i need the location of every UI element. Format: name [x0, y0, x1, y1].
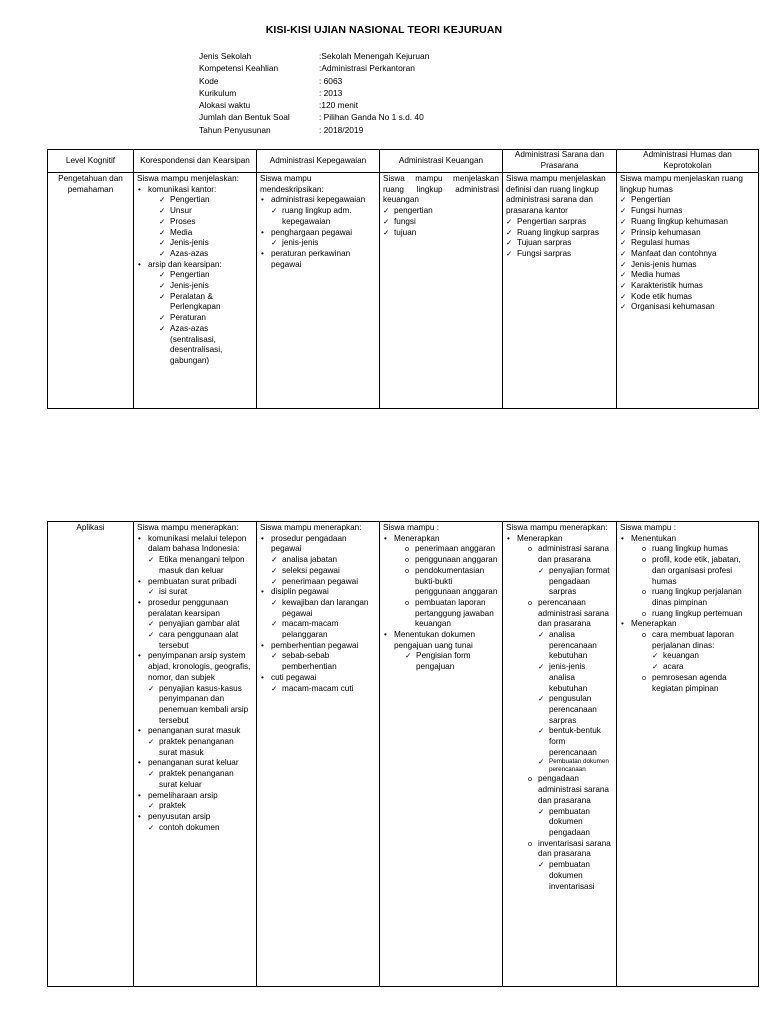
list-item	[620, 534, 755, 620]
meta-row	[199, 111, 429, 123]
header-row	[48, 150, 759, 173]
check-item: ✓ praktek penanganan surat masuk	[148, 737, 253, 758]
check-item: ✓ Pengisian form pengajuan	[405, 651, 499, 672]
check-item: ✓ analisa perencanaan kebutuhan	[538, 630, 613, 662]
bullet-text: penanganan surat masuk	[148, 726, 241, 736]
check-item: ✓ pengusulan perencanaan sarpras	[538, 694, 613, 726]
check-item: ✓ Kode etik humas	[620, 292, 755, 303]
sub-item: o ruang lingkup perjalanan dinas pimpinan	[642, 587, 755, 608]
check-item: ✓ Peralatan & Perlengkapan	[159, 292, 253, 313]
grid-table-knowledge	[47, 149, 759, 409]
cell-kepegawaian	[257, 522, 380, 987]
list-item	[137, 651, 253, 726]
meta-value: :120 menit	[319, 100, 359, 111]
meta-row	[199, 62, 429, 74]
list-item	[137, 598, 253, 652]
list-item	[137, 726, 253, 758]
bullet-text: pembuatan surat pribadi	[148, 576, 237, 586]
list-item	[528, 544, 613, 598]
list-item	[260, 641, 376, 673]
check-item: ✓ Unsur	[159, 206, 253, 217]
meta-key: Alokasi waktu	[199, 100, 251, 111]
cell-keuangan	[380, 173, 503, 409]
list-item	[260, 228, 376, 249]
table-row	[48, 173, 759, 409]
bullet-text: penanganan surat keluar	[148, 758, 239, 768]
check-item: ✓ Prinsip kehumasan	[620, 228, 755, 239]
check-item: ✓ Fungsi sarpras	[506, 249, 613, 260]
bullet-text: arsip dan kearsipan:	[148, 259, 222, 269]
check-item: ✓ Peraturan	[159, 313, 253, 324]
bullet-text: Menentukan dokumen pengajuan uang tunai	[394, 630, 476, 650]
meta-value: : 2013	[319, 87, 343, 98]
bullet-text: Menerapkan	[631, 619, 677, 629]
check-item: ✓ keuangan	[652, 651, 755, 662]
list-item	[260, 195, 376, 227]
check-item: ✓ Fungsi humas	[620, 206, 755, 217]
cell-intro: Siswa mampu menjelaskan ruang lingkup administrasi keuangan	[383, 174, 499, 205]
bullet-text: peraturan perkawinan pegawai	[271, 248, 351, 269]
list-item	[506, 534, 613, 893]
header-level: Level Kognitif	[48, 150, 134, 173]
meta-key: Kurikulum	[199, 87, 237, 98]
list-item	[137, 260, 253, 367]
list-item	[260, 587, 376, 641]
bullet-text: prosedur penggunaan peralatan kearsipan	[148, 597, 229, 618]
check-item: ✓ penerimaan pegawai	[271, 577, 376, 588]
check-item: ✓ Jenis-jenis humas	[620, 260, 755, 271]
list-item	[528, 598, 613, 775]
check-item: ✓ Manfaat dan contohnya	[620, 249, 755, 260]
check-item: ✓ tujuan	[383, 228, 499, 239]
meta-row	[199, 99, 429, 111]
bullet-text: Menentukan	[631, 533, 677, 543]
check-item: ✓ penyajian gambar alat	[148, 619, 253, 630]
bullet-text: administrasi kepegawaian	[271, 195, 366, 205]
bullet-text: penyusutan arsip	[148, 811, 211, 821]
list-item	[260, 534, 376, 588]
sub-text: pemrosesan agenda kegiatan pimpinan	[652, 672, 727, 693]
list-item	[620, 619, 755, 694]
meta-value: : 2018/2019	[319, 124, 364, 135]
bullet-text: cuti pegawai	[271, 672, 317, 682]
bullet-text: pemberhentian pegawai	[271, 640, 359, 650]
header-korespondensi: Korespondensi dan Kearsipan	[134, 150, 257, 173]
check-item: ✓ cara penggunaan alat tersebut	[148, 630, 253, 651]
table-row	[48, 522, 759, 987]
check-item: ✓ bentuk-bentuk form perencanaan	[538, 726, 613, 758]
cell-intro: Siswa mampu menerapkan:	[260, 523, 362, 532]
list-item	[528, 839, 613, 893]
list-item	[137, 534, 253, 577]
sub-item: o pembuatan laporan pertanggung jawaban keuangan	[405, 598, 499, 630]
check-item: ✓ pembuatan dokumen pengadaan	[538, 807, 613, 839]
check-item: ✓ Proses	[159, 217, 253, 228]
bullet-text: komunikasi melalui telepon dalam bahasa Indonesia:	[148, 533, 247, 554]
meta-row	[199, 50, 429, 62]
check-item: ✓ Ruang lingkup sarpras	[506, 228, 613, 239]
check-item: ✓ Pengertian	[620, 195, 755, 206]
meta-value: : Pilihan Ganda No 1 s.d. 40	[319, 112, 424, 123]
cell-humas	[617, 173, 759, 409]
meta-row	[199, 75, 429, 87]
check-item: ✓ Organisasi kehumasan	[620, 302, 755, 313]
cell-intro: Siswa mampu :	[620, 523, 676, 532]
list-item	[137, 577, 253, 598]
list-item	[137, 758, 253, 790]
header-keuangan: Administrasi Keuangan	[380, 150, 503, 173]
list-item	[383, 630, 499, 673]
check-item: ✓ ruang lingkup adm. kepegawaian	[271, 206, 376, 227]
cell-intro: Siswa mampu menerapkan:	[506, 523, 608, 532]
cell-intro: Siswa mampu menjelaskan ruang lingkup humas	[620, 174, 743, 194]
check-item: ✓ macam-macam cuti	[271, 684, 376, 695]
bullet-text: komunikasi kantor:	[148, 184, 217, 194]
cell-intro: Siswa mampu menjelaskan definisi dan ruang lingkup administrasi sarana dan prasarana kantor	[506, 174, 606, 216]
check-item: ✓ macam-macam pelanggaran	[271, 619, 376, 640]
check-item: ✓ Azas-azas	[159, 249, 253, 260]
sub-text: inventarisasi sarana dan prasarana	[538, 838, 611, 859]
bullet-text: disiplin pegawai	[271, 587, 329, 597]
list-item	[137, 185, 253, 260]
sub-text: perencanaan administrasi sarana dan prasarana	[538, 597, 609, 629]
check-item: ✓ Regulasi humas	[620, 238, 755, 249]
meta-key: Kompetensi Keahlian	[199, 63, 279, 74]
grid-table-application	[47, 521, 759, 987]
meta-value: :Sekolah Menengah Kejuruan	[319, 51, 430, 61]
check-item: ✓ Jenis-jenis	[159, 281, 253, 292]
meta-row	[199, 87, 429, 99]
bullet-text: penyimpanan arsip system abjad, kronologis, geografis, nomor, dan subjek	[148, 651, 251, 682]
cell-korespondensi	[134, 173, 257, 409]
list-item	[383, 534, 499, 630]
meta-value: : 6063	[319, 75, 343, 86]
list-item	[642, 673, 755, 694]
check-item: ✓ Tujuan sarpras	[506, 238, 613, 249]
bullet-text: prosedur pengadaan pegawai	[271, 533, 347, 554]
sub-text: cara membuat laporan perjalanan dinas:	[652, 630, 734, 650]
cell-intro: Siswa mampu menerapkan:	[137, 523, 239, 532]
check-item: ✓ Ruang lingkup kehumasan	[620, 217, 755, 228]
check-item: ✓ Pengertian sarpras	[506, 217, 613, 228]
meta-key: Kode	[199, 75, 219, 86]
document-title: KISI-KISI UJIAN NASIONAL TEORI KEJURUAN	[265, 24, 503, 36]
sub-item: o pendokumentasian bukti-bukti penggunaan anggaran	[405, 566, 499, 598]
check-item: ✓ jenis-jenis analisa kebutuhan	[538, 662, 613, 694]
check-item: ✓ jenis-jenis	[271, 238, 376, 249]
check-item: ✓ Karakteristik humas	[620, 281, 755, 292]
check-item: ✓ praktek	[148, 801, 253, 812]
check-item: ✓ seleksi pegawai	[271, 566, 376, 577]
check-item: ✓ praktek penanganan surat keluar	[148, 769, 253, 790]
cell-sarana	[503, 173, 617, 409]
meta-key: Jumlah dan Bentuk Soal	[199, 112, 290, 123]
cell-intro: Siswa mampu menjelaskan:	[137, 174, 239, 183]
cell-humas	[617, 522, 759, 987]
check-item: ✓ Media	[159, 228, 253, 239]
check-item: ✓ isi surat	[148, 587, 253, 598]
list-item	[260, 673, 376, 694]
sub-text: administrasi sarana dan prasarana	[538, 544, 609, 565]
check-item: ✓ Pengertian	[159, 270, 253, 281]
list-item	[260, 249, 376, 270]
meta-block	[199, 50, 429, 136]
meta-key: Jenis Sekolah	[199, 51, 252, 61]
check-item: ✓ analisa jabatan	[271, 555, 376, 566]
check-item: ✓ Azas-azas (sentralisasi, desentralisasi, gabungan)	[159, 324, 253, 367]
meta-row	[199, 124, 429, 136]
level-cell: Pengetahuan dan pemahaman	[48, 173, 134, 409]
check-item: ✓ acara	[652, 662, 755, 673]
cell-kepegawaian	[257, 173, 380, 409]
bullet-text: Menerapkan	[394, 533, 440, 543]
sub-item: o ruang lingkup humas	[642, 544, 755, 555]
check-item: ✓ kewajiban dan larangan pegawai	[271, 598, 376, 619]
list-item	[137, 812, 253, 833]
header-sarana: Administrasi Sarana dan Prasarana	[503, 150, 617, 173]
check-item: ✓ Etika menangani telpon masuk dan keluar	[148, 555, 253, 576]
check-item: ✓ penyajian format pengadaan sarpras	[538, 566, 613, 598]
bullet-text: Menerapkan	[517, 533, 563, 543]
meta-value: :Administrasi Perkantoran	[319, 63, 415, 74]
check-item: ✓ fungsi	[383, 217, 499, 228]
list-item	[137, 791, 253, 812]
list-item	[642, 630, 755, 673]
check-item: ✓ pembuatan dokumen inventarisasi	[538, 860, 613, 892]
bullet-text: penghargaan pegawai	[271, 227, 353, 237]
cell-korespondensi	[134, 522, 257, 987]
sub-item: o profil, kode etik, jabatan, dan organisasi profesi humas	[642, 555, 755, 587]
check-item: ✓ Jenis-jenis	[159, 238, 253, 249]
list-item	[528, 774, 613, 838]
bullet-text: pemeliharaan arsip	[148, 790, 218, 800]
cell-intro: Siswa mampu mendeskripsikan:	[260, 174, 324, 194]
meta-key: Tahun Penyusunan	[199, 124, 271, 135]
sub-item: o ruang lingkup pertemuan	[642, 609, 755, 620]
sub-item: o penggunaan anggaran	[405, 555, 499, 566]
sub-text: pengadaan administrasi sarana dan prasarana	[538, 774, 609, 805]
sub-item: o penerimaan anggaran	[405, 544, 499, 555]
check-item: ✓ penyajian kasus-kasus penyimpanan dan penemuan kembali arsip tersebut	[148, 684, 253, 727]
check-item: ✓ Pembuatan dokumen perencanaan	[538, 758, 613, 774]
level-cell: Aplikasi	[48, 522, 134, 987]
header-humas: Administrasi Humas dan Keprotokolan	[617, 150, 759, 173]
check-item: ✓ contoh dokumen	[148, 823, 253, 834]
check-item: ✓ sebab-sebab pemberhentian	[271, 651, 376, 672]
check-item: ✓ Media humas	[620, 270, 755, 281]
cell-keuangan	[380, 522, 503, 987]
check-item: ✓ pengertian	[383, 206, 499, 217]
header-kepegawaian: Administrasi Kepegawaian	[257, 150, 380, 173]
cell-intro: Siswa mampu :	[383, 523, 439, 532]
cell-sarana	[503, 522, 617, 987]
check-item: ✓ Pengertian	[159, 195, 253, 206]
